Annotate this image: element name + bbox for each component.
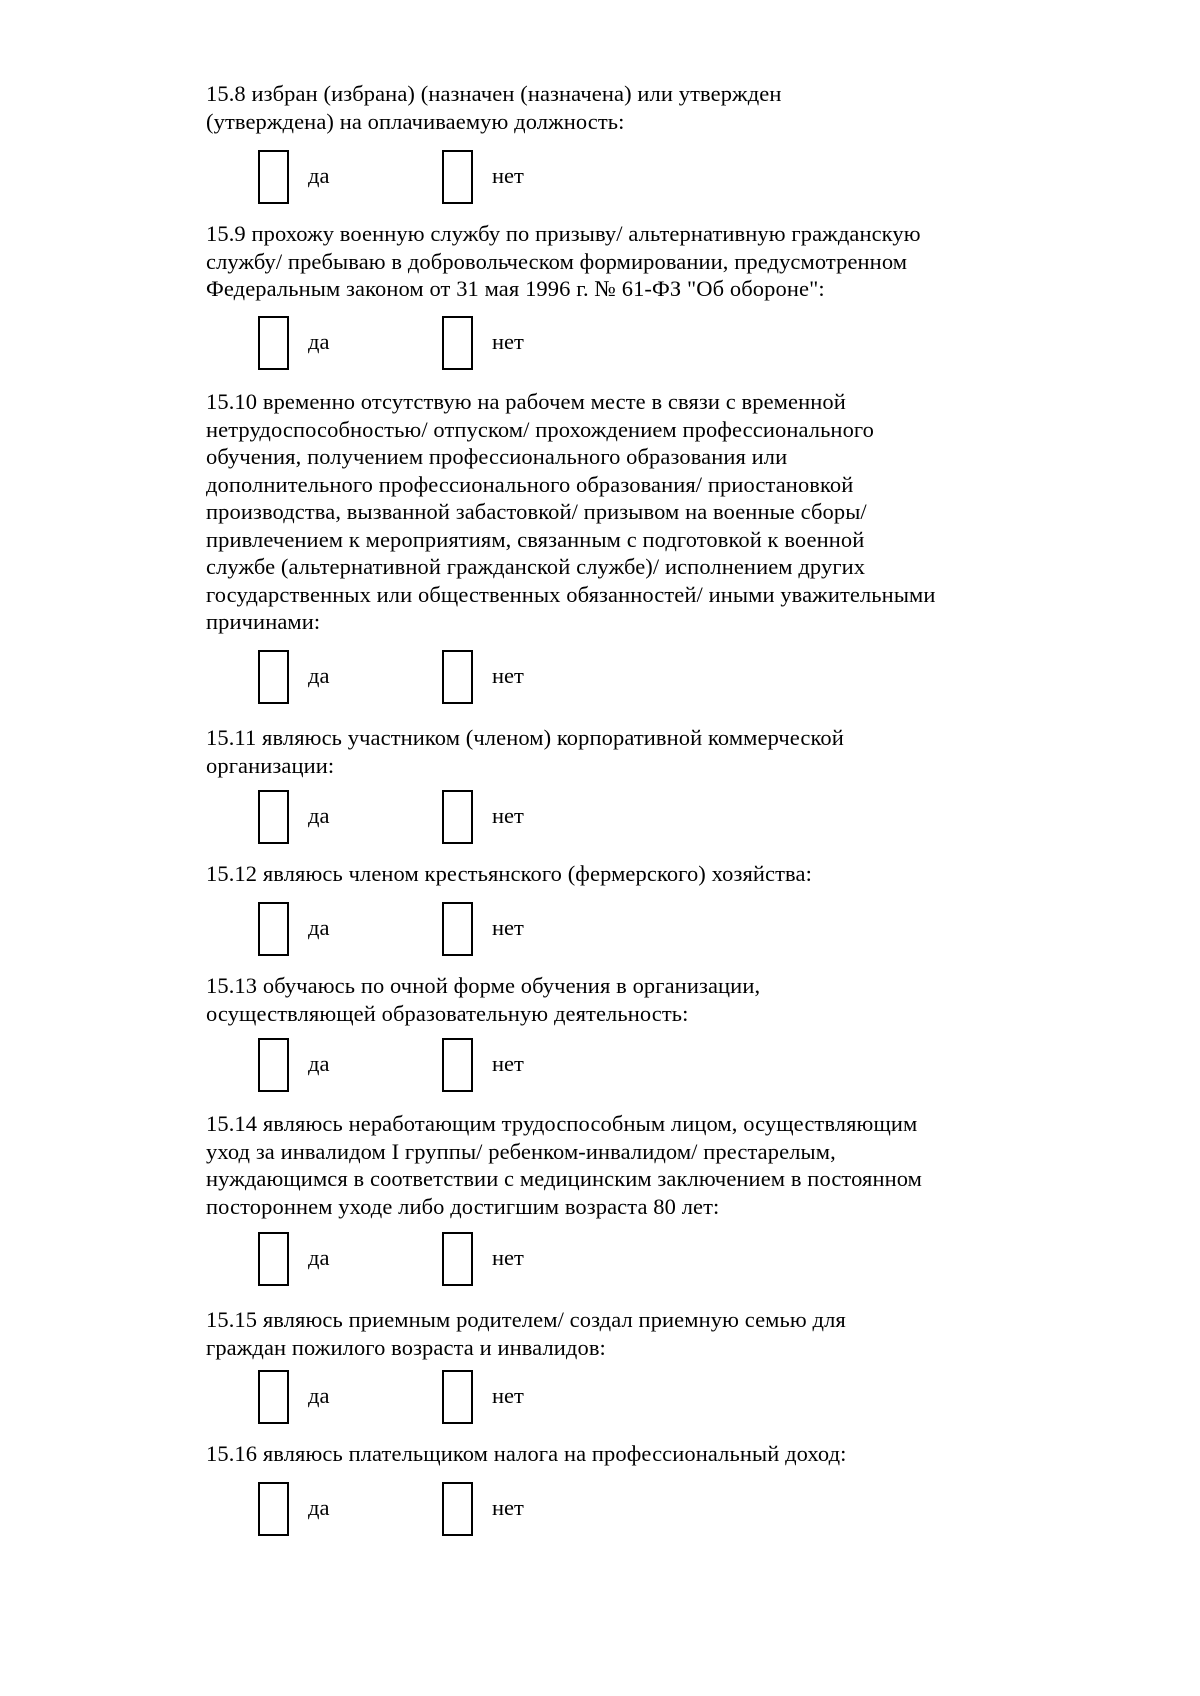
yes-checkbox[interactable] [258,1232,289,1286]
question-text: 15.14 являюсь неработающим трудоспособным лицом, осуществляющим уход за инвалидом I группы/ ребенком-инвалидом/ престарелым, нуждающимся в соответствии с медицинским заключением в постоянном постороннем уходе либо достигшим возраста 80 лет: [206,1111,922,1219]
no-label: нет [492,329,524,354]
yes-label: да [308,1245,330,1270]
yes-checkbox[interactable] [258,650,289,704]
no-checkbox[interactable] [442,902,473,956]
no-label: нет [492,1245,524,1270]
yes-label: да [308,803,330,828]
no-checkbox[interactable] [442,1038,473,1092]
no-label: нет [492,803,524,828]
question-text: 15.9 прохожу военную службу по призыву/ альтернативную гражданскую службу/ пребываю в добровольческом формировании, предусмотренном Федеральным законом от 31 мая 1996 г. № 61-ФЗ "Об обороне": [206,221,921,301]
question-text: 15.12 являюсь членом крестьянского (фермерского) хозяйства: [206,861,812,886]
yes-label: да [308,1383,330,1408]
no-label: нет [492,663,524,688]
yes-label: да [308,163,330,188]
yes-label: да [308,915,330,940]
no-label: нет [492,1383,524,1408]
yes-label: да [308,1051,330,1076]
question-text: 15.10 временно отсутствую на рабочем месте в связи с временной нетрудоспособностью/ отпуском/ прохождением профессионального обучения, получением профессионального образования или дополнительного профессионального образования/ приостановкой производства, вызванной забастовкой/ призывом на военные сборы/ привлечением к мероприятиям, связанным с подготовкой к военной службе (альтернативной гражданской службе)/ исполнением других государственных или общественных обязанностей/ иными уважительными причинами: [206,389,936,634]
no-label: нет [492,163,524,188]
yes-checkbox[interactable] [258,1482,289,1536]
question-text: 15.15 являюсь приемным родителем/ создал приемную семью для граждан пожилого возраста и инвалидов: [206,1307,846,1360]
no-checkbox[interactable] [442,1370,473,1424]
yes-checkbox[interactable] [258,790,289,844]
yes-checkbox[interactable] [258,1370,289,1424]
no-checkbox[interactable] [442,316,473,370]
yes-checkbox[interactable] [258,902,289,956]
yes-checkbox[interactable] [258,1038,289,1092]
yes-label: да [308,329,330,354]
no-label: нет [492,915,524,940]
no-label: нет [492,1495,524,1520]
no-checkbox[interactable] [442,1482,473,1536]
yes-label: да [308,1495,330,1520]
no-checkbox[interactable] [442,790,473,844]
yes-label: да [308,663,330,688]
yes-checkbox[interactable] [258,150,289,204]
no-checkbox[interactable] [442,1232,473,1286]
question-text: 15.16 являюсь плательщиком налога на профессиональный доход: [206,1441,847,1466]
question-text: 15.13 обучаюсь по очной форме обучения в организации, осуществляющей образовательную деятельность: [206,973,761,1026]
yes-checkbox[interactable] [258,316,289,370]
question-text: 15.8 избран (избрана) (назначен (назначена) или утвержден (утверждена) на оплачиваемую должность: [206,81,782,134]
no-checkbox[interactable] [442,650,473,704]
question-text: 15.11 являюсь участником (членом) корпоративной коммерческой организации: [206,725,844,778]
no-checkbox[interactable] [442,150,473,204]
no-label: нет [492,1051,524,1076]
